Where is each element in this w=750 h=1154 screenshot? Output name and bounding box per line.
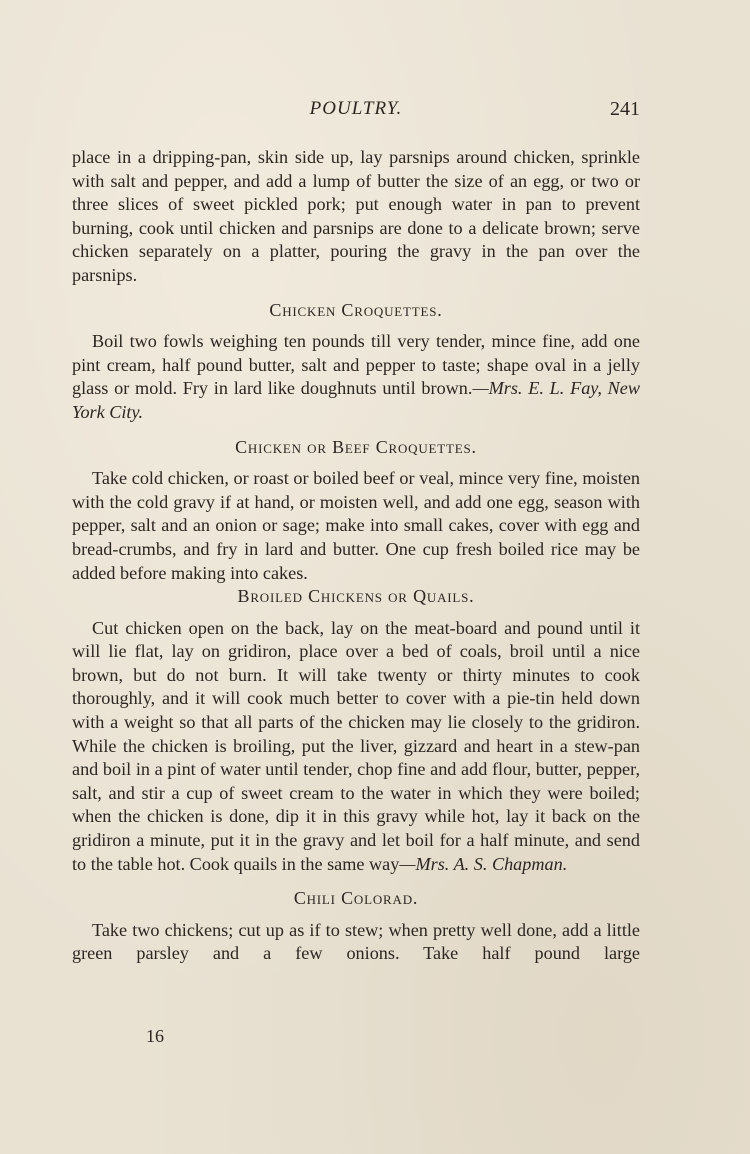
recipe-title-chicken-or-beef-croquettes: Chicken or Beef Croquettes. [235, 436, 477, 457]
recipe-title-chicken-croquettes: Chicken Croquettes. [269, 299, 443, 320]
page-body [72, 146, 640, 966]
recipe-body: Cut chicken open on the back, lay on the meat-board and pound until it will lie flat, lay on gridiron, place over a bed of coals, broil until a nice brown, but do not burn. It will take twenty or thirty minutes to cook thoroughly, and it will cook much better to cover with a pie-tin held down with a weight so that all parts of the chicken may lie closely to the gridiron. While the chicken is broiling, put the liver, gizzard and heart in a stew-pan and boil in a pint of water until tender, chop fine and add flour, butter, pepper, salt, and stir a cup of sweet cream to the water in which they were boiled; when the chicken is done, dip it in this gravy while hot, lay it back on the gridiron a minute, put it in the gravy and let boil for a half minute, and send to the table hot. Cook quails in the same way [72, 617, 640, 874]
running-title: POULTRY. [309, 98, 403, 119]
recipe-title-chili-colorad: Chili Colorad. [293, 888, 419, 909]
signature-mark: 16 [146, 1026, 164, 1046]
recipe-title-broiled-chickens-or-quails: Broiled Chickens or Quails. [237, 586, 475, 607]
recipe-attribution: —Mrs. A. S. Chapman. [399, 853, 568, 874]
recipe-text-broiled-chickens-or-quails [72, 617, 640, 877]
intro-paragraph: place in a dripping-pan, skin side up, lay parsnips around chicken, sprinkle with salt and pepper, and add a lump of butter the size of an egg, or two or three slices of sweet pickled pork; put enough water in pan to prevent burning, cook until chicken and parsnips are done to a delicate brown; serve chicken separately on a platter, pouring the gravy in the pan over the parsnips. [72, 147, 640, 285]
running-head [72, 98, 640, 128]
recipe-attribution: —Mrs. E. L. Fay, New York City. [72, 378, 641, 422]
page-number: 241 [610, 98, 640, 120]
recipe-text-chili-colorad: Take two chickens; cut up as if to stew; when pretty well done, add a little green parsley and a few onions. Take half pound large [72, 919, 640, 964]
recipe-body: Boil two fowls weighing ten pounds till very tender, mince fine, add one pint cream, half pound butter, salt and pepper to taste; shape oval in a jelly glass or mold. Fry in lard like doughnuts until brown. [72, 331, 640, 399]
recipe-text-chicken-croquettes [72, 330, 640, 424]
recipe-text-chicken-or-beef-croquettes: Take cold chicken, or roast or boiled beef or veal, mince very fine, moisten with the cold gravy if at hand, or moisten well, and add one egg, season with pepper, salt and an onion or sage; make into small cakes, cover with egg and bread-crumbs, and fry in lard and butter. One cup fresh boiled rice may be added before making into cakes. [72, 468, 640, 583]
